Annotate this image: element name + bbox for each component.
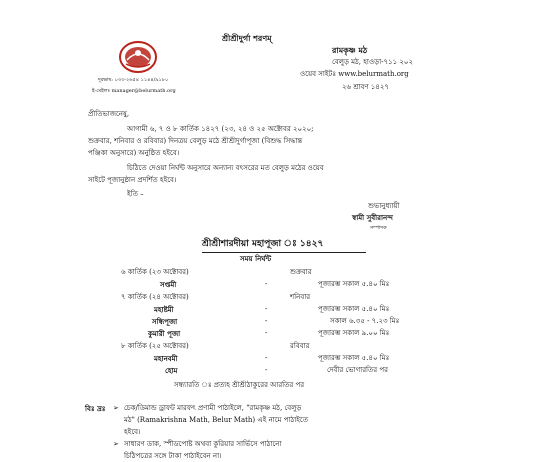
email-address: ই-মেইলঃ manager@belurmath.org — [92, 88, 176, 94]
regards: শুভানুধ্যায়ী — [368, 202, 400, 210]
org-name: রামকৃষ্ণ মঠ — [332, 45, 368, 55]
day-3-weekday: রবিবার — [290, 342, 310, 350]
dash: - — [265, 329, 268, 337]
ramakrishna-mission-emblem-icon — [118, 40, 158, 74]
paragraph-1-line-2: শুক্রবার, শনিবার ও রবিবার) দিনত্রয় বেলুড় মঠে শ্রীশ্রীদুর্গাপূজা (বিশুদ্ধ সিদ্ধান্ত — [88, 137, 303, 145]
event-kumari-puja: কুমারী পূজা — [148, 329, 181, 338]
day-1-weekday: শুক্রবার — [290, 268, 312, 276]
event-mahashtami: মহাষ্টমী — [154, 305, 174, 314]
dash: - — [265, 305, 268, 313]
dash: - — [265, 354, 268, 362]
event-mahanavami: মহানবমী — [154, 354, 178, 363]
salutation: প্রীতিভাজনেষু, — [88, 110, 130, 118]
phone-number: দূরভাষ: ০৩৩-২৬৫৪ ১১৪৪/৯১৮০ — [98, 77, 169, 83]
event-sandhipuja: সন্ধিপূজা — [152, 317, 178, 326]
event-homa: হোম — [165, 366, 178, 375]
note-2-line-2: চিঠিপত্রের সঙ্গে টাকা পাঠাইবেন না। — [124, 452, 222, 460]
signatory-designation: সম্পাদক — [370, 225, 387, 231]
notes-label: বিঃ দ্রঃ — [85, 404, 106, 413]
bullet-icon: ➢ — [113, 440, 119, 448]
bullet-icon: ➢ — [113, 404, 119, 412]
schedule-title-underline — [202, 252, 366, 253]
org-address: বেলুড় মঠ, হাওড়া-৭১১ ২০২ — [332, 58, 414, 66]
day-2-date: ৭ কার্তিক (২৪ অক্টোবর) — [121, 293, 189, 301]
signatory-name: স্বামী সুবীরানন্দ — [352, 213, 393, 222]
day-3-date: ৮ কার্তিক (২৫ অক্টোবর) — [121, 342, 189, 350]
day-2-weekday: শনিবার — [290, 293, 311, 301]
note-1-line-2: মঠ" (Ramakrishna Math, Belur Math) এই নামে পাঠাইতে — [124, 416, 308, 424]
closing: ইতি – — [127, 190, 144, 198]
schedule-title: শ্রীশ্রীশারদীয়া মহাপূজা ঃ ১৪২৭ — [202, 239, 324, 249]
event-saptami: সপ্তমী — [160, 280, 177, 289]
note-2-line-1: সাধারণ ডাক, স্পীডপোষ্ট অথবা কুরিয়ার সার্ভিসে পাঠানো — [124, 440, 282, 448]
paragraph-2-line-2: সাইটে পূজানুষ্ঠান প্রদর্শিত হইবে। — [88, 176, 177, 184]
invocation: শ্রীশ্রীদুর্গা শরণম্ — [222, 33, 272, 43]
evening-arati-note: সন্ধ্যারতি ঃ প্রত্যহ শ্রীশ্রীঠাকুরের আরতির পর — [174, 381, 305, 389]
website: ওয়েব সাইটঃ www.belurmath.org — [300, 70, 409, 78]
dash: - — [265, 317, 268, 325]
time-sandhipuja: সকাল ৬.৩৫ - ৭.২৩ মিঃ — [330, 317, 400, 325]
dash: - — [265, 366, 268, 374]
note-1-line-3: হইবে। — [124, 428, 141, 436]
time-kumari-puja: পূজারম্ভ সকাল ৯.০০ মিঃ — [318, 329, 390, 337]
dash: - — [265, 280, 268, 288]
time-saptami: পূজারম্ভ সকাল ৫.৪০ মিঃ — [318, 280, 390, 288]
paragraph-1-line-3: পঞ্জিকা অনুসারে) অনুষ্ঠিত হইবে। — [88, 149, 180, 157]
paragraph-1-line-1: আগামী ৬, ৭ ও ৮ কার্তিক ১৪২৭ (২৩, ২৪ ও ২৫ অক্টোবর ২০২০; — [127, 125, 314, 133]
paragraph-2-line-1: চিঠিতে দেওয়া নির্ঘন্ট অনুসারে অন্যান্য বৎসরের মত বেলুড় মঠের ওয়েব — [127, 164, 324, 172]
time-mahanavami: পূজারম্ভ সকাল ৫.৪০ মিঃ — [318, 354, 390, 362]
time-mahashtami: পূজারম্ভ সকাল ৫.৪০ মিঃ — [318, 305, 390, 313]
note-1-line-1: চেক/ডিমান্ড ড্রাফট মারফৎ প্রণামী পাঠাইলে, "রামকৃষ্ণ মঠ, বেলুড় — [124, 404, 302, 412]
day-1-date: ৬ কার্তিক (২৩ অক্টোবর) — [121, 268, 189, 276]
time-homa: দেবীর ভোগারতির পর — [327, 366, 388, 374]
schedule-subtitle: সময় নির্ঘন্ট — [240, 254, 272, 263]
letter-date: ২৬ শ্রাবণ ১৪২৭ — [342, 83, 389, 91]
